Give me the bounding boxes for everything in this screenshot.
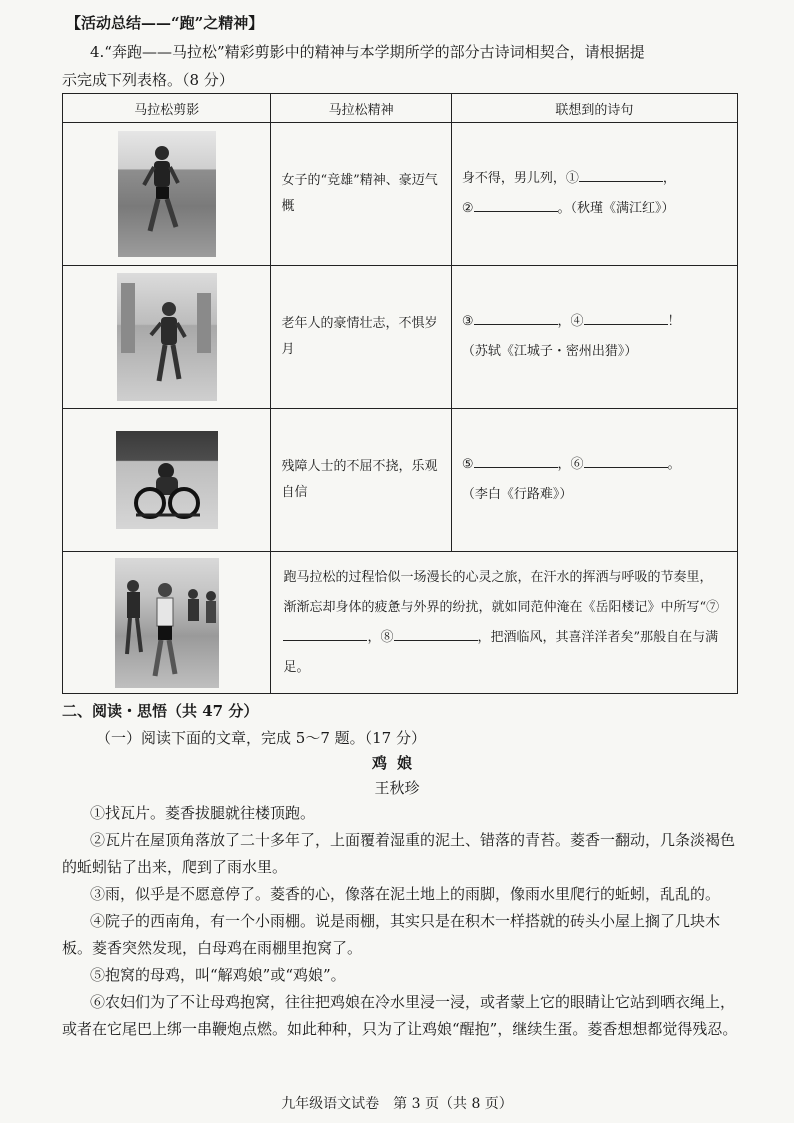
poem-source: （苏轼《江城子・密州出猎》） <box>461 344 638 359</box>
runners-group-icon <box>115 558 219 688</box>
part2-heading: 二、阅读・思悟（共 47 分） <box>62 702 259 720</box>
reflection-cell <box>271 552 738 694</box>
wheelchair-icon <box>116 431 218 529</box>
question-4-line2: 示完成下列表格。（8 分） <box>62 71 234 89</box>
table-row <box>63 409 738 552</box>
poem-cell <box>451 409 737 552</box>
photo-cell <box>63 123 271 266</box>
photo-cell <box>63 552 271 694</box>
reflection-text: ，⑧ <box>367 629 394 645</box>
runner-silhouette-icon <box>117 273 217 401</box>
paragraph-text: ①找瓦片。菱香拔腿就往楼顶跑。 <box>90 804 316 822</box>
poem-text: 。（秋瑾《满江红》） <box>557 201 675 216</box>
header-photo: 马拉松剪影 <box>63 94 271 123</box>
question-4 <box>62 38 762 94</box>
paragraph-text: ④院子的西南角，有一个小雨棚。说是雨棚，其实只是在积木一样搭就的砖头小屋上搁了几块木板。菱香突然发现，白母鸡在雨棚里抱窝了。 <box>62 912 721 957</box>
paragraph-text: ⑤抱窝的母鸡，叫“解鸡娘”或“鸡娘”。 <box>90 966 346 984</box>
answer-blank-6[interactable] <box>584 453 668 468</box>
paragraph <box>62 800 744 827</box>
poem-text: ， <box>662 171 676 186</box>
table-row <box>63 266 738 409</box>
paragraph <box>62 881 744 908</box>
subsection-heading: （一）阅读下面的文章，完成 5～7 题。（17 分） <box>96 729 426 747</box>
table-row <box>63 552 738 694</box>
table-row <box>63 123 738 266</box>
page-footer: 九年级语文试卷 第 3 页（共 8 页） <box>281 1096 513 1112</box>
answer-blank-7[interactable] <box>283 626 367 641</box>
spirit-cell: 残障人士的不屈不挠，乐观自信 <box>271 409 451 552</box>
paragraph <box>62 908 744 962</box>
answer-blank-2[interactable] <box>474 197 558 212</box>
poem-text: 。 <box>667 457 681 472</box>
header-spirit: 马拉松精神 <box>271 94 451 123</box>
paragraph <box>62 962 744 989</box>
reflection-text: 跑马拉松的过程恰似一场漫长的心灵之旅，在汗水的挥洒与呼吸的节奏里，渐渐忘却身体的疲惫与外界的纷扰，就如同范仲淹在《岳阳楼记》中所写“⑦ <box>283 569 720 615</box>
woman-runner-photo <box>118 131 216 257</box>
article-body <box>62 800 744 1043</box>
answer-blank-5[interactable] <box>474 453 558 468</box>
paragraph-text: ③雨，似乎是不愿意停了。菱香的心，像落在泥土地上的雨脚，像雨水里爬行的蚯蚓，乱乱的。 <box>90 885 721 903</box>
poem-text: ⑤ <box>461 457 474 472</box>
group-runners-photo <box>115 558 219 688</box>
paragraph <box>62 989 744 1043</box>
answer-blank-4[interactable] <box>584 310 668 325</box>
table-header-row <box>63 94 738 123</box>
elderly-runner-photo <box>117 273 217 401</box>
answer-blank-8[interactable] <box>394 626 478 641</box>
wheelchair-racer-photo <box>116 431 218 529</box>
paragraph-text: ⑥农妇们为了不让母鸡抱窝，往往把鸡娘在冷水里浸一浸，或者蒙上它的眼睛让它站到晒衣绳上，或者在它尾巴上绑一串鞭炮点燃。如此种种，只为了让鸡娘“醒抱”，继续生蛋。菱香想想都觉得残忍。 <box>62 993 738 1038</box>
spirit-cell: 老年人的豪情壮志，不惧岁月 <box>271 266 451 409</box>
poem-cell <box>451 266 737 409</box>
activity-summary-title: 【活动总结——“跑”之精神】 <box>66 14 264 32</box>
article-author: 王秋珍 <box>374 779 420 797</box>
answer-blank-1[interactable] <box>579 167 663 182</box>
article-title: 鸡娘 <box>371 754 422 772</box>
paragraph <box>62 827 744 881</box>
poem-text: ② <box>461 201 474 216</box>
photo-cell <box>63 409 271 552</box>
poem-text: ，④ <box>557 314 584 329</box>
answer-blank-3[interactable] <box>474 310 558 325</box>
poem-text: ！ <box>667 314 681 329</box>
question-4-line1: 4.“奔跑——马拉松”精彩剪影中的精神与本学期所学的部分古诗词相契合，请根据提 <box>90 43 645 61</box>
poem-cell <box>451 123 737 266</box>
poem-text: ，⑥ <box>557 457 584 472</box>
reflection-text: ，把酒临风，其喜洋洋者矣”那般自在与满足。 <box>283 629 719 675</box>
poem-source: （李白《行路难》） <box>461 487 573 502</box>
poem-text: 身不得，男儿列，① <box>461 171 579 186</box>
header-poem: 联想到的诗句 <box>451 94 737 123</box>
runner-silhouette-icon <box>118 131 216 257</box>
poem-text: ③ <box>461 314 474 329</box>
photo-cell <box>63 266 271 409</box>
paragraph-text: ②瓦片在屋顶角落放了二十多年了，上面覆着湿重的泥土、错落的青苔。菱香一翻动，几条淡褐色的蚯蚓钻了出来，爬到了雨水里。 <box>62 831 736 876</box>
marathon-table <box>62 93 738 694</box>
spirit-cell: 女子的“竞雄”精神、豪迈气概 <box>271 123 451 266</box>
